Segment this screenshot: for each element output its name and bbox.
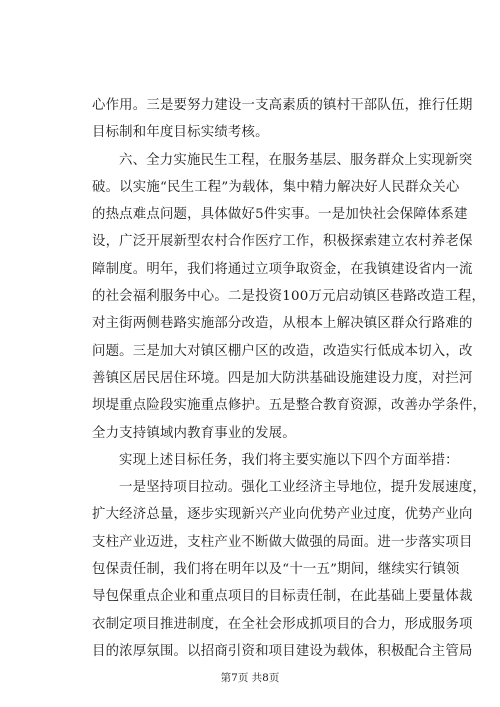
text-line: 支柱产业迈进，支柱产业不断做大做强的局面。进一步落实项目: [92, 534, 473, 550]
text-line: 导包保重点企业和重点项目的目标责任制，在此基础上要量体裁: [92, 589, 473, 605]
text-line: 破。以实施“民生工程”为载体，集中精力解决好人民群众关心: [92, 179, 460, 195]
text-line: 问题。三是加大对镇区棚户区的改造，改造实行低成本切入，改: [92, 343, 473, 359]
text-line: 善镇区居民居住环境。四是加大防洪基础设施建设力度，对拦河: [92, 370, 473, 386]
text-line: 的社会福利服务中心。二是投资100万元启动镇区巷路改造工程，: [92, 289, 486, 305]
text-line: 坝堤重点险段实施重点修护。五是整合教育资源，改善办学条件，: [92, 398, 487, 414]
text-line: 衣制定项目推进制度，在全社会形成抓项目的合力，形成服务项: [92, 616, 473, 632]
text-line: 实现上述目标任务，我们将主要实施以下四个方面举措：: [119, 452, 459, 468]
page-footer: [0, 671, 500, 685]
text-line: 扩大经济总量，逐步实现新兴产业向优势产业过度，优势产业向: [92, 507, 473, 523]
text-line: 障制度。明年，我们将通过立项争取资金，在我镇建设省内一流: [92, 261, 473, 277]
text-line: 全力支持镇域内教育事业的发展。: [92, 425, 296, 441]
text-line: 的热点难点问题，具体做好5件实事。一是加快社会保障体系建: [92, 207, 468, 223]
text-line: 目的浓厚氛围。以招商引资和项目建设为载体，积极配合主管局: [92, 643, 473, 659]
text-line: 设，广泛开展新型农村合作医疗工作，积极探索建立农村养老保: [92, 234, 473, 250]
text-line: 一是坚持项目拉动。强化工业经济主导地位，提升发展速度，: [119, 480, 486, 496]
text-line: 六、全力实施民生工程，在服务基层、服务群众上实现新突: [119, 152, 473, 168]
text-line: 对主街两侧巷路实施部分改造，从根本上解决镇区群众行路难的: [92, 316, 473, 332]
document-body: [92, 92, 487, 665]
text-line: 心作用。三是要努力建设一支高素质的镇村干部队伍，推行任期: [92, 98, 473, 113]
page-number-label: 第7页 共8页: [220, 672, 280, 684]
text-line: 目标制和年度目标实绩考核。: [92, 125, 269, 141]
text-line: 包保责任制，我们将在明年以及“十一五”期间，继续实行镇领: [92, 562, 460, 578]
